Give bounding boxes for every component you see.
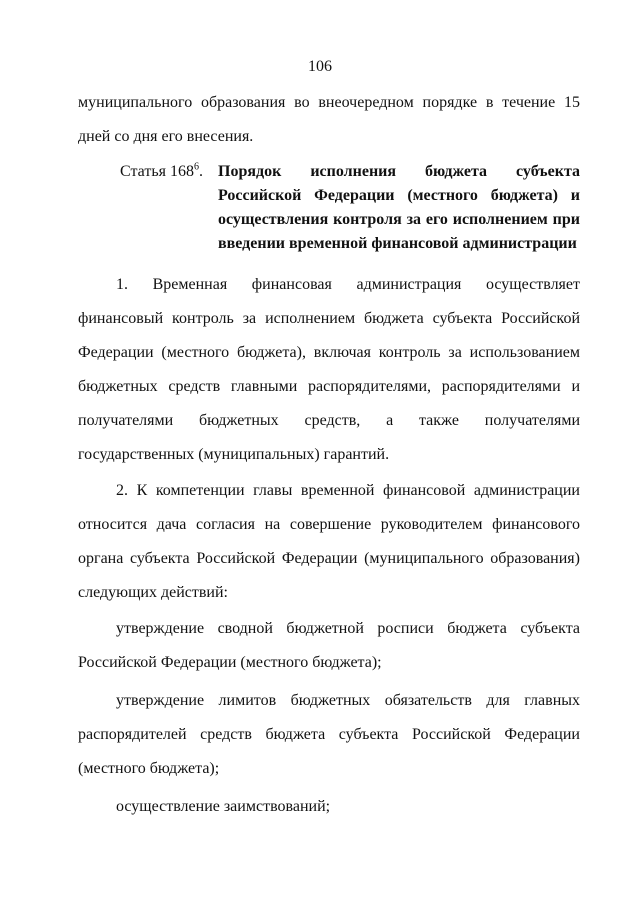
article-heading	[120, 160, 580, 256]
list-item-borrowings: осуществление заимствований;	[116, 798, 331, 815]
article-label	[120, 160, 218, 256]
article-label-suffix: .	[198, 163, 203, 180]
paragraph-1: 1. Временная финансовая администрация осуществляет финансовый контроль за исполнением бюджета субъекта Российской Федерации (местного бюджета), включая контроль за использованием бюджетных средств главными распорядителями, распорядителями и получателями бюджетных средств, а также получателями государственных (муниципальных) гарантий.	[78, 276, 580, 463]
continuation-paragraph: муниципального образования во внеочередном порядке в течение 15 дней со дня его внесения.	[78, 94, 580, 145]
page-number: 106	[308, 58, 332, 75]
list-item-obligation-limits: утверждение лимитов бюджетных обязательств для главных распорядителей средств бюджета субъекта Российской Федерации (местного бюджета);	[78, 692, 580, 777]
article-label-superscript: 6	[193, 161, 199, 173]
list-item-budget-schedule: утверждение сводной бюджетной росписи бюджета субъекта Российской Федерации (местного бюджета);	[78, 620, 580, 671]
article-title: Порядок исполнения бюджета субъекта Российской Федерации (местного бюджета) и осуществления контроля за его исполнением при введении временной финансовой администрации	[218, 163, 580, 252]
article-label-text: Статья 168	[120, 163, 194, 180]
paragraph-2: 2. К компетенции главы временной финансовой администрации относится дача согласия на совершение руководителем финансового органа субъекта Российской Федерации (муниципального образования) следующих действий:	[78, 482, 580, 601]
